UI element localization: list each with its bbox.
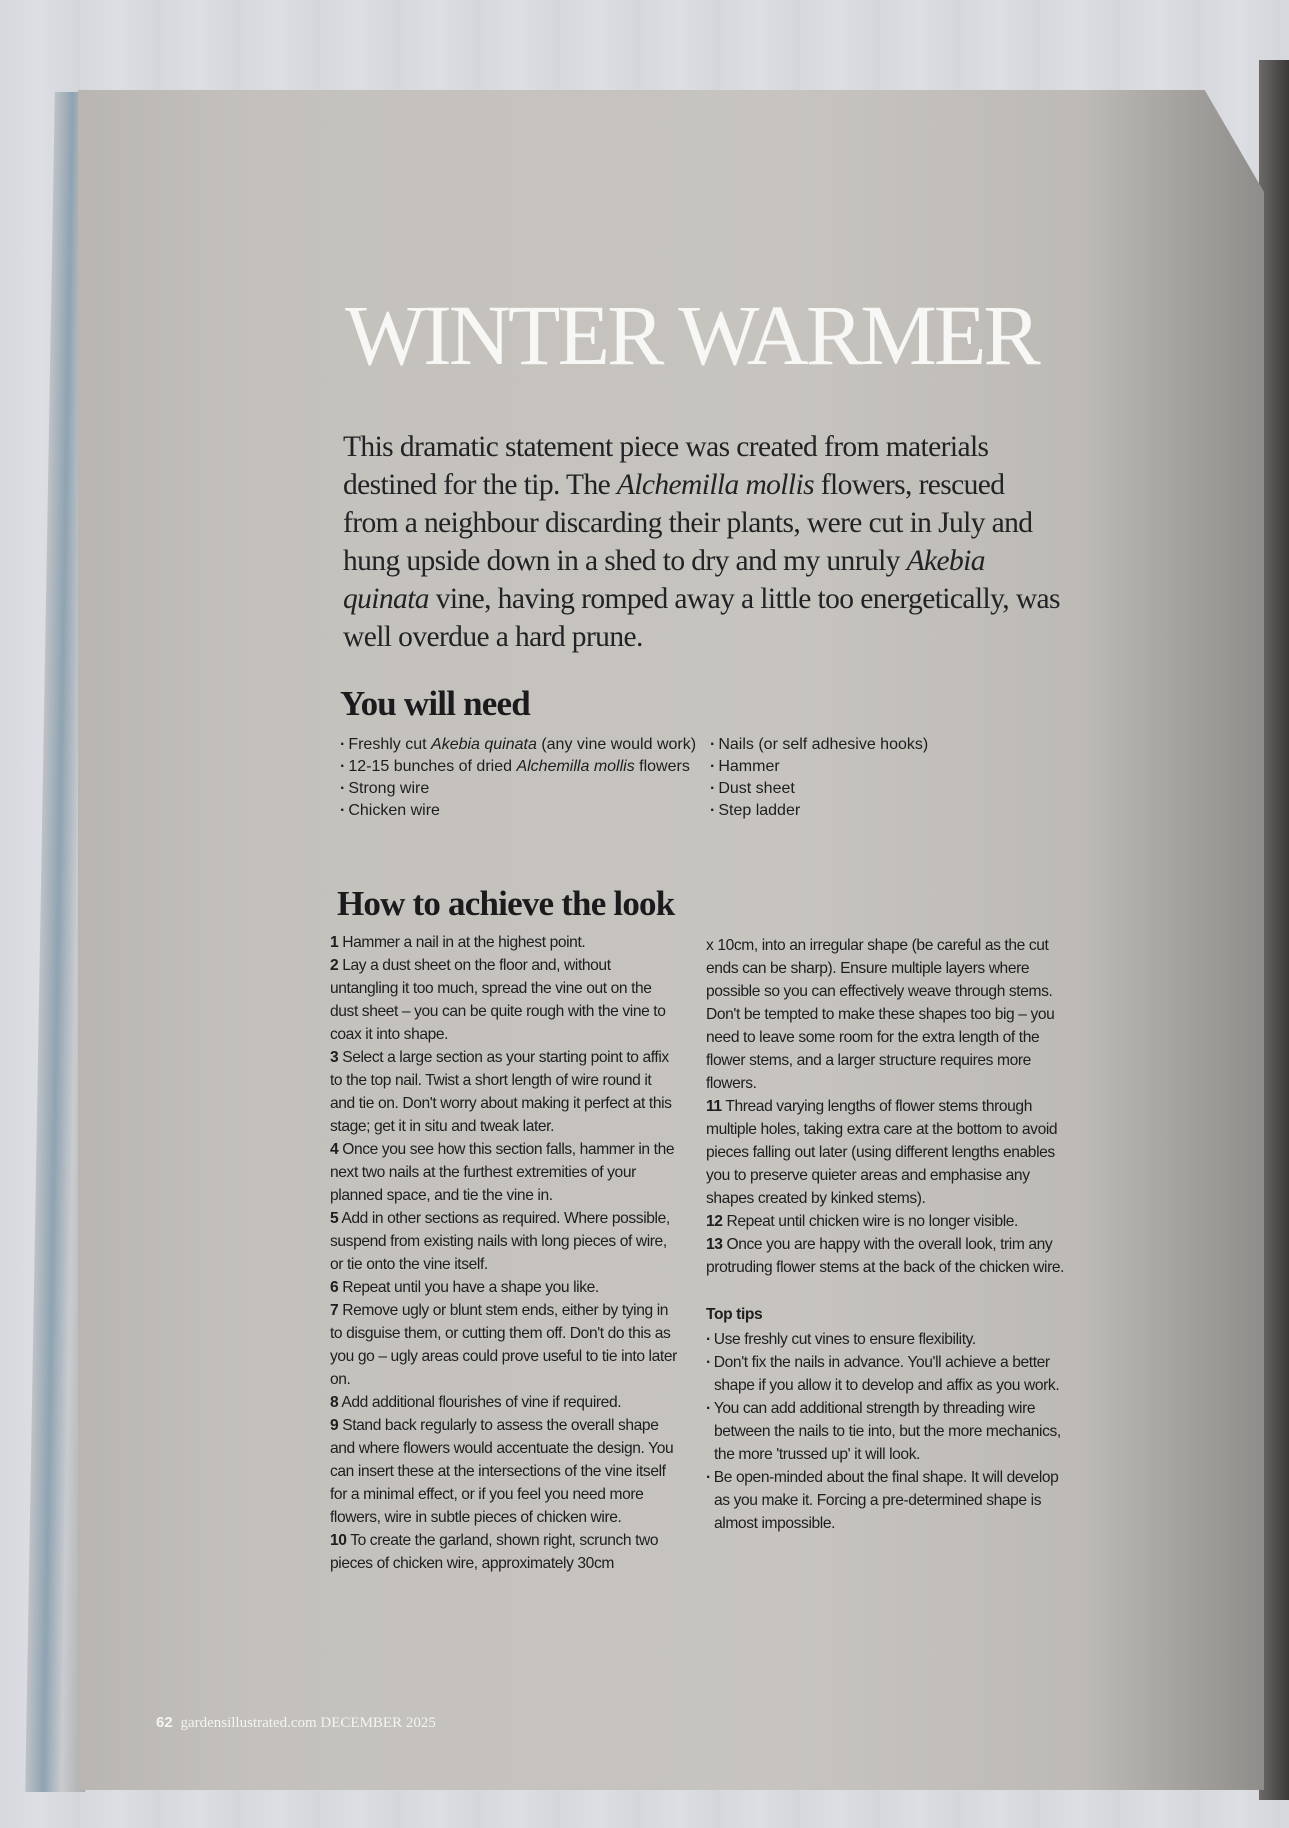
instruction-step: 8 Add additional flourishes of vine if required.: [330, 1394, 622, 1411]
instruction-step: 13 Once you are happy with the overall look, trim any protruding flower stems at the back of the chicken wire.: [706, 1236, 1065, 1276]
footer-site: gardensillustrated.com: [180, 1715, 317, 1731]
footer-issue: DECEMBER 2025: [320, 1715, 436, 1731]
instruction-step: 2 Lay a dust sheet on the floor and, without untangling it too much, spread the vine out on the dust sheet – you can be quite rough with the vine to coax it into shape.: [330, 957, 666, 1043]
list-item: · Dust sheet: [710, 778, 928, 800]
article-intro: [343, 428, 1063, 656]
tip-item: · Use freshly cut vines to ensure flexibility.: [706, 1328, 1066, 1351]
you-will-need-heading: You will need: [340, 684, 530, 723]
instruction-continuation: x 10cm, into an irregular shape (be careful as the cut ends can be sharp). Ensure multiple layers where possible so you can effectively weave through stems. Don't be tempted to make these shapes too big – you need to leave some room for the extra length of the flower stems, and a larger structure requires more flowers.: [706, 937, 1055, 1092]
instruction-step: 7 Remove ugly or blunt stem ends, either by tying in to disguise them, or cutting them off. Don't do this as you go – ugly areas could prove useful to tie into later on.: [330, 1302, 677, 1388]
page-footer: [156, 1714, 436, 1732]
page-number: 62: [156, 1714, 173, 1731]
tip-item: · You can add additional strength by threading wire between the nails to tie into, but the more mechanics, the more 'trussed up' it will look.: [706, 1397, 1066, 1466]
list-item: · Freshly cut Akebia quinata (any vine would work): [340, 734, 696, 756]
tip-item: · Be open-minded about the final shape. It will develop as you make it. Forcing a pre-determined shape is almost impossible.: [706, 1466, 1066, 1535]
list-item: · Strong wire: [340, 778, 696, 800]
instruction-step: 4 Once you see how this section falls, hammer in the next two nails at the furthest extremities of your planned space, and tie the vine in.: [330, 1141, 675, 1204]
instruction-step: 12 Repeat until chicken wire is no longer visible.: [706, 1213, 1018, 1230]
list-item: · 12-15 bunches of dried Alchemilla mollis flowers: [340, 756, 696, 778]
instruction-step: 5 Add in other sections as required. Where possible, suspend from existing nails with long pieces of wire, or tie onto the vine itself.: [330, 1210, 670, 1273]
list-item: · Chicken wire: [340, 800, 696, 822]
materials-list-left: [340, 734, 696, 822]
list-item: · Hammer: [710, 756, 928, 778]
list-item: · Nails (or self adhesive hooks): [710, 734, 928, 756]
instruction-step: 1 Hammer a nail in at the highest point.: [330, 934, 586, 951]
instruction-step: 6 Repeat until you have a shape you like.: [330, 1279, 599, 1296]
top-tips-heading: Top tips: [706, 1306, 763, 1323]
article-title: WINTER WARMER: [345, 287, 1038, 383]
instruction-step: 10 To create the garland, shown right, scrunch two pieces of chicken wire, approximately 30cm: [330, 1532, 659, 1572]
how-to-heading: How to achieve the look: [337, 884, 675, 923]
intro-paragraph: This dramatic statement piece was created from materials destined for the tip. The Alchemilla mollis flowers, rescued from a neighbour discarding their plants, were cut in July and hung upside down in a shed to dry and my unruly Akebia quinata vine, having romped away a little too energetically, was well overdue a hard prune.: [343, 431, 1060, 653]
instructions-column-right: [706, 934, 1066, 1535]
instruction-step: 11 Thread varying lengths of flower stems through multiple holes, taking extra care at the bottom to avoid pieces falling out later (using different lengths enables you to preserve quieter areas and emphasise any shapes created by kinked stems).: [706, 1098, 1058, 1207]
tip-item: · Don't fix the nails in advance. You'll achieve a better shape if you allow it to develop and affix as you work.: [706, 1351, 1066, 1397]
instruction-step: 9 Stand back regularly to assess the overall shape and where flowers would accentuate the design. You can insert these at the intersections of the vine itself for a minimal effect, or if you feel you need more flowers, wire in subtle pieces of chicken wire.: [330, 1417, 674, 1526]
instruction-step: 3 Select a large section as your starting point to affix to the top nail. Twist a short length of wire round it and tie on. Don't worry about making it perfect at this stage; get it in situ and tweak later.: [330, 1049, 672, 1135]
top-tips-list: [706, 1328, 1066, 1535]
list-item: · Step ladder: [710, 800, 928, 822]
materials-list-right: [710, 734, 928, 822]
instructions-column-left: [330, 931, 680, 1575]
